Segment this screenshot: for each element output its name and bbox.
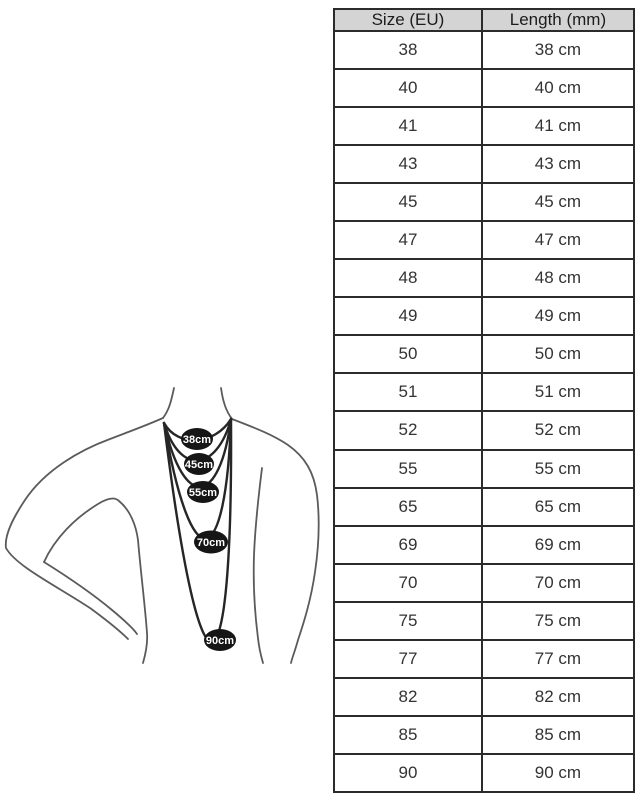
torso-outline <box>6 388 319 663</box>
table-row <box>334 107 634 145</box>
size-cell: 41 <box>334 107 482 145</box>
length-cell: 70 cm <box>482 564 634 602</box>
length-cell: 48 cm <box>482 259 634 297</box>
length-cell: 85 cm <box>482 716 634 754</box>
table-row <box>334 145 634 183</box>
table-row <box>334 526 634 564</box>
table-row <box>334 411 634 449</box>
length-cell: 52 cm <box>482 411 634 449</box>
table-row <box>334 488 634 526</box>
size-cell: 69 <box>334 526 482 564</box>
size-cell: 47 <box>334 221 482 259</box>
length-cell: 55 cm <box>482 450 634 488</box>
table-row <box>334 564 634 602</box>
size-cell: 55 <box>334 450 482 488</box>
left-forearm-inner-line <box>44 562 137 634</box>
necklace-chain <box>164 419 231 642</box>
size-cell: 75 <box>334 602 482 640</box>
header-row <box>334 9 634 31</box>
table-row <box>334 716 634 754</box>
length-cell: 40 cm <box>482 69 634 107</box>
necklace-length-badge-label: 90cm <box>205 635 235 647</box>
length-cell: 90 cm <box>482 754 634 792</box>
length-cell: 38 cm <box>482 31 634 69</box>
table-row <box>334 640 634 678</box>
table-row <box>334 335 634 373</box>
length-column-header: Length (mm) <box>482 9 634 31</box>
table-row <box>334 373 634 411</box>
size-cell: 82 <box>334 678 482 716</box>
size-cell: 70 <box>334 564 482 602</box>
left-inner-arm-torso-line <box>44 498 147 663</box>
length-cell: 49 cm <box>482 297 634 335</box>
size-cell: 43 <box>334 145 482 183</box>
table-row <box>334 69 634 107</box>
right-shoulder-arm-outer-line <box>232 419 319 663</box>
length-cell: 75 cm <box>482 602 634 640</box>
length-cell: 45 cm <box>482 183 634 221</box>
size-cell: 49 <box>334 297 482 335</box>
size-cell: 40 <box>334 69 482 107</box>
length-cell: 69 cm <box>482 526 634 564</box>
necklace-chains <box>164 419 231 642</box>
size-table <box>333 8 635 793</box>
length-cell: 82 cm <box>482 678 634 716</box>
necklace-length-badge-label: 70cm <box>196 537 226 549</box>
right-arm-inner-line <box>254 468 263 663</box>
size-cell: 38 <box>334 31 482 69</box>
size-cell: 52 <box>334 411 482 449</box>
size-table-body <box>334 31 634 792</box>
table-row <box>334 259 634 297</box>
table-row <box>334 754 634 792</box>
length-cell: 51 cm <box>482 373 634 411</box>
table-row <box>334 602 634 640</box>
necklace-length-badge-label: 55cm <box>188 487 218 499</box>
table-row <box>334 183 634 221</box>
table-row <box>334 678 634 716</box>
table-row <box>334 297 634 335</box>
table-row <box>334 221 634 259</box>
neck-left-line <box>163 388 174 418</box>
necklace-length-diagram <box>0 360 333 803</box>
length-cell: 65 cm <box>482 488 634 526</box>
size-column-header: Size (EU) <box>334 9 482 31</box>
necklace-length-badge-label: 38cm <box>182 434 212 446</box>
table-row <box>334 450 634 488</box>
size-cell: 51 <box>334 373 482 411</box>
length-cell: 41 cm <box>482 107 634 145</box>
size-cell: 90 <box>334 754 482 792</box>
size-cell: 50 <box>334 335 482 373</box>
necklace-length-badge-label: 45cm <box>184 459 214 471</box>
length-cell: 43 cm <box>482 145 634 183</box>
size-cell: 65 <box>334 488 482 526</box>
length-cell: 47 cm <box>482 221 634 259</box>
size-cell: 85 <box>334 716 482 754</box>
size-cell: 77 <box>334 640 482 678</box>
table-row <box>334 31 634 69</box>
length-cell: 77 cm <box>482 640 634 678</box>
left-shoulder-arm-outer-line <box>6 418 163 639</box>
neck-right-line <box>221 388 232 419</box>
size-cell: 48 <box>334 259 482 297</box>
length-cell: 50 cm <box>482 335 634 373</box>
size-cell: 45 <box>334 183 482 221</box>
